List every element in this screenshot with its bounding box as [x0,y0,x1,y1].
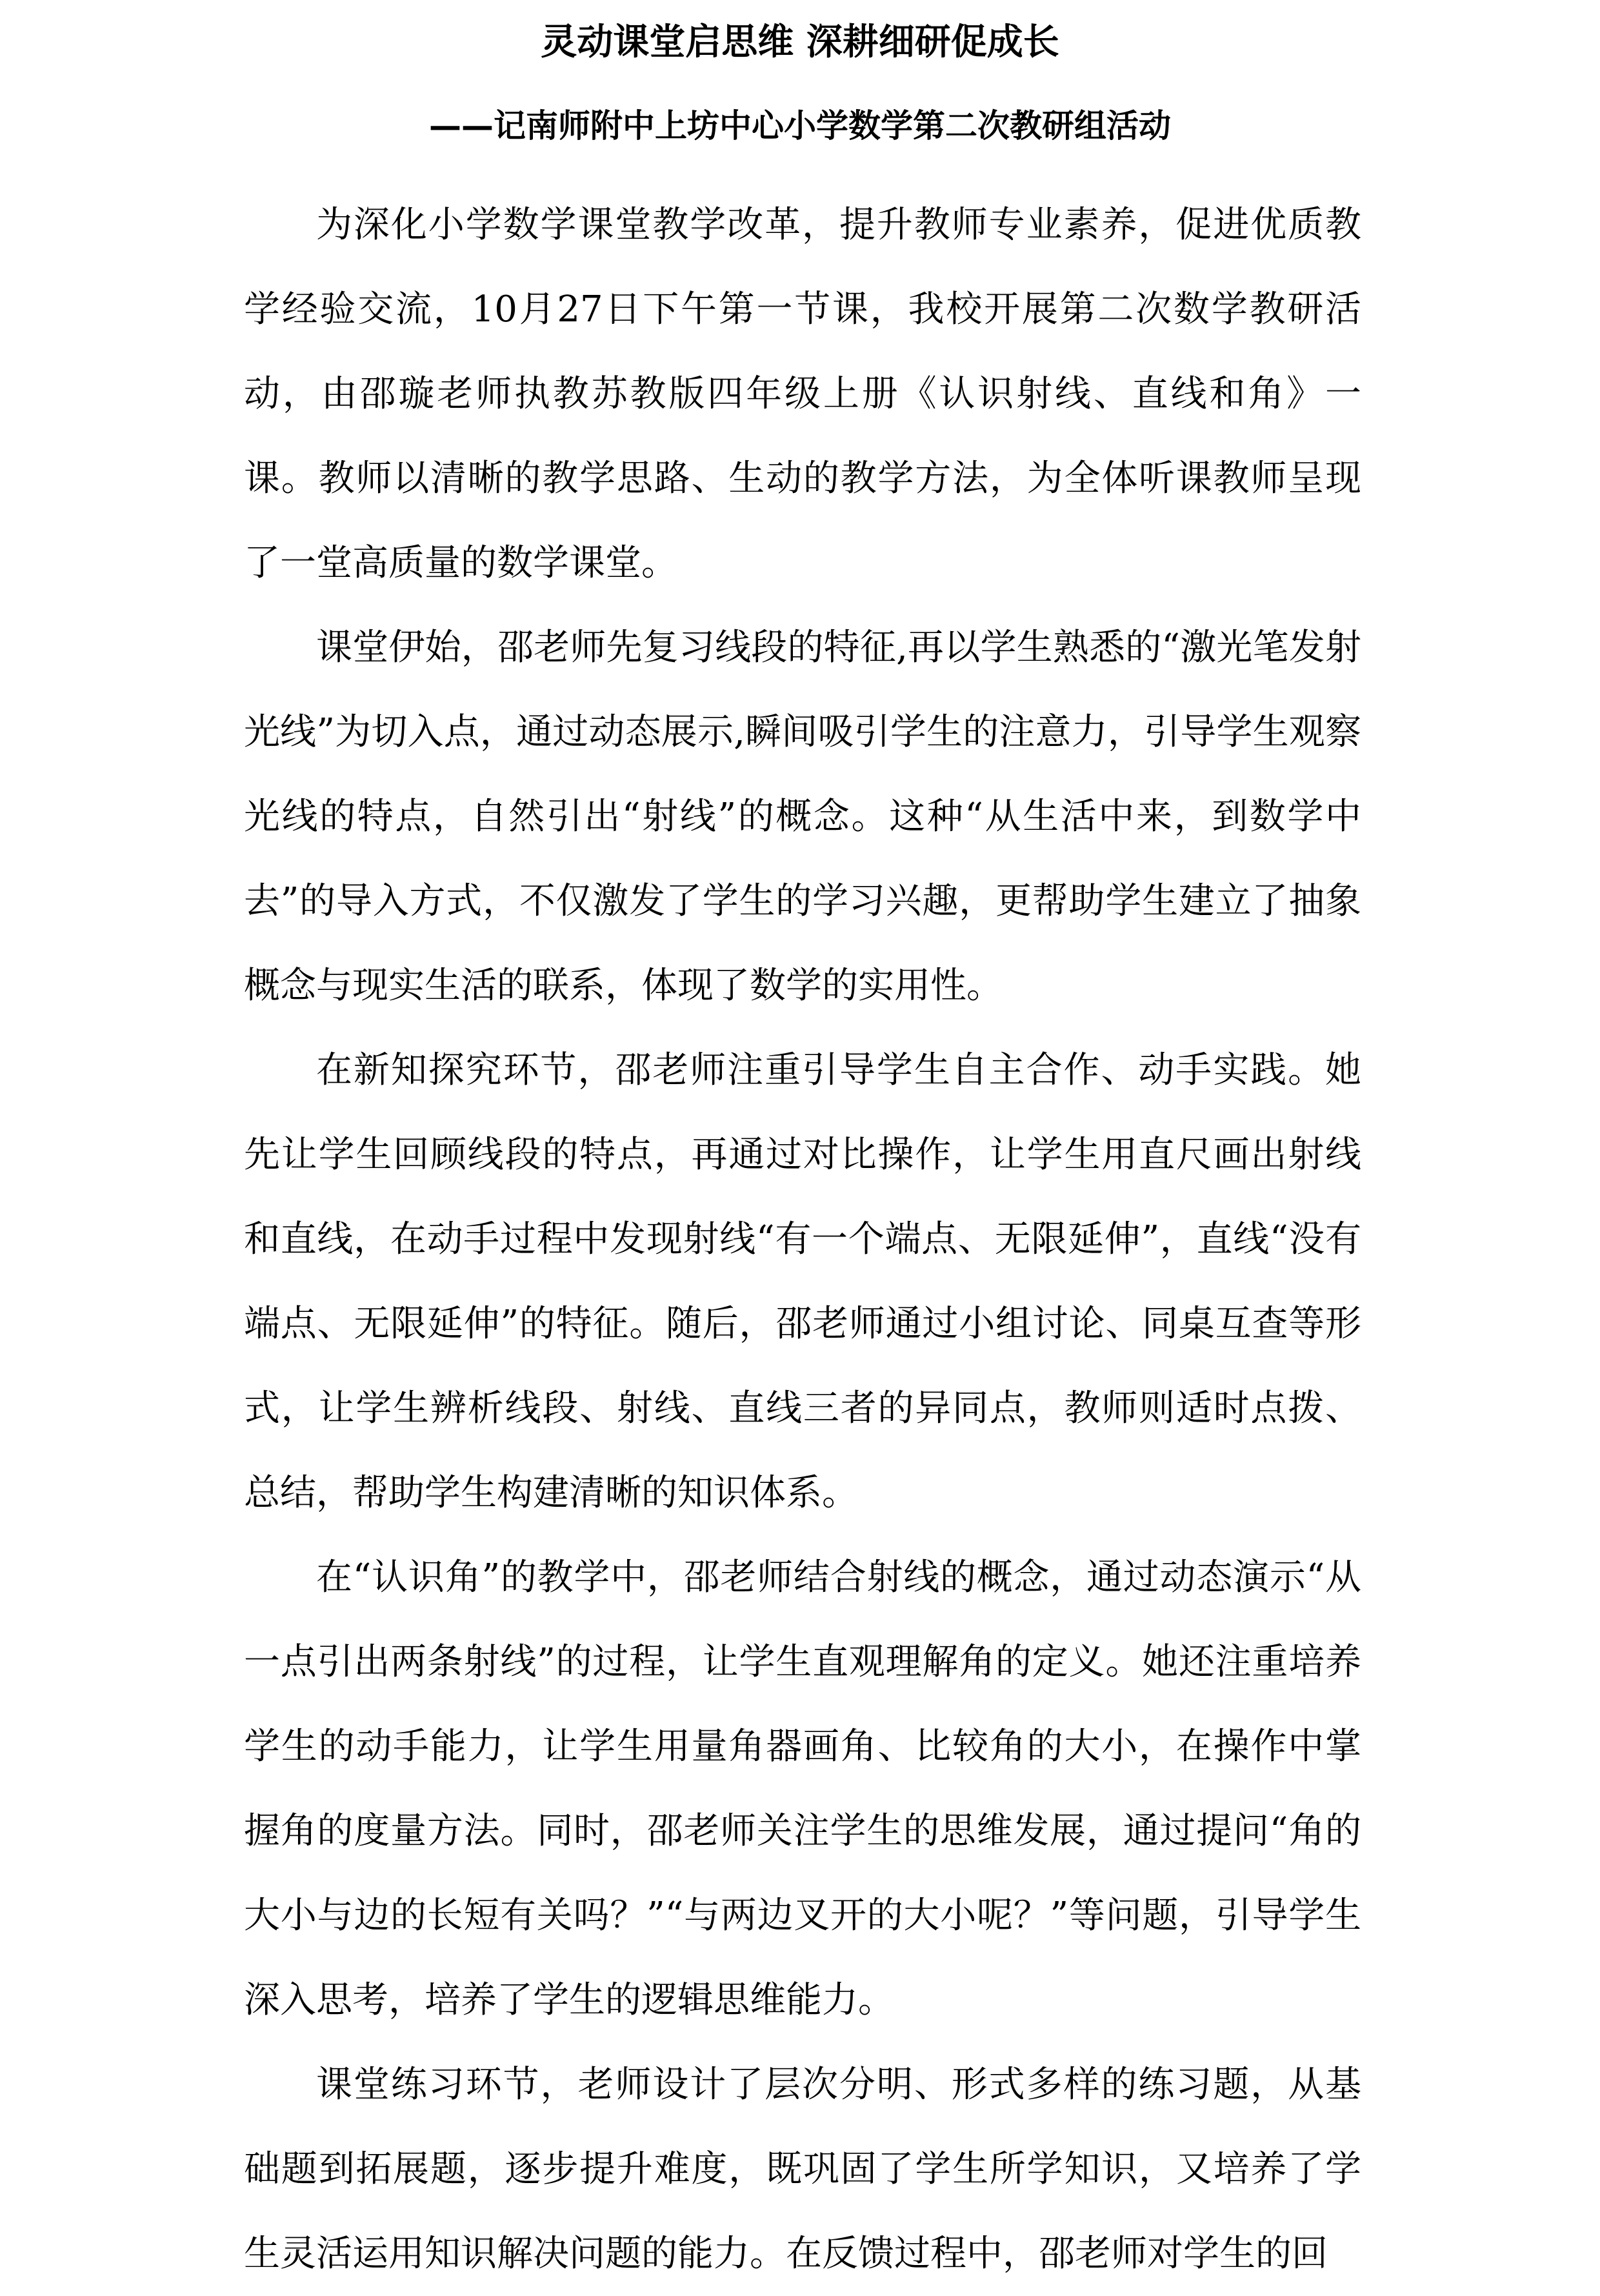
article-title: 灵动课堂启思维 深耕细研促成长 [541,21,1059,63]
paragraph: 在新知探究环节，邵老师注重引导学生自主合作、动手实践。她先让学生回顾线段的特点，再通过对比操作，让学生用直尺画出射线和直线，在动手过程中发现射线“有一个端点、无限延伸”，直线“没有端点、无限延伸”的特征。随后，邵老师通过小组讨论、同桌互查等形式，让学生辨析线段、射线、直线三者的异同点，教师则适时点拨、总结，帮助学生构建清晰的知识体系。 [244,1049,1361,1514]
paragraph: 在“认识角”的教学中，邵老师结合射线的概念，通过动态演示“从一点引出两条射线”的过程，让学生直观理解角的定义。她还注重培养学生的动手能力，让学生用量角器画角、比较角的大小，在操作中掌握角的度量方法。同时，邵老师关注学生的思维发展，通过提问“角的大小与边的长短有关吗？”“与两边叉开的大小呢？”等问题，引导学生深入思考，培养了学生的逻辑思维能力。 [244,1556,1361,2021]
paragraph: 为深化小学数学课堂教学改革，提升教师专业素养，促进优质教学经验交流，10月27日下午第一节课，我校开展第二次数学教研活动，由邵璇老师执教苏教版四年级上册《认识射线、直线和角》一课。教师以清晰的教学思路、生动的教学方法，为全体听课教师呈现了一堂高质量的数学课堂。 [244,204,1361,584]
paragraph: 课堂练习环节，老师设计了层次分明、形式多样的练习题，从基础题到拓展题，逐步提升难度，既巩固了学生所学知识，又培养了学生灵活运用知识解决问题的能力。在反馈过程中，邵老师对学生的回 [244,2064,1361,2275]
paragraph: 课堂伊始，邵老师先复习线段的特征,再以学生熟悉的“激光笔发射光线”为切入点，通过动态展示,瞬间吸引学生的注意力，引导学生观察光线的特点，自然引出“射线”的概念。这种“从生活中来，到数学中去”的导入方式，不仅激发了学生的学习兴趣，更帮助学生建立了抽象概念与现实生活的联系，体现了数学的实用性。 [244,627,1361,1007]
article-subtitle: ——记南师附中上坊中心小学数学第二次教研组活动 [429,107,1171,145]
article-body [244,183,1361,2296]
